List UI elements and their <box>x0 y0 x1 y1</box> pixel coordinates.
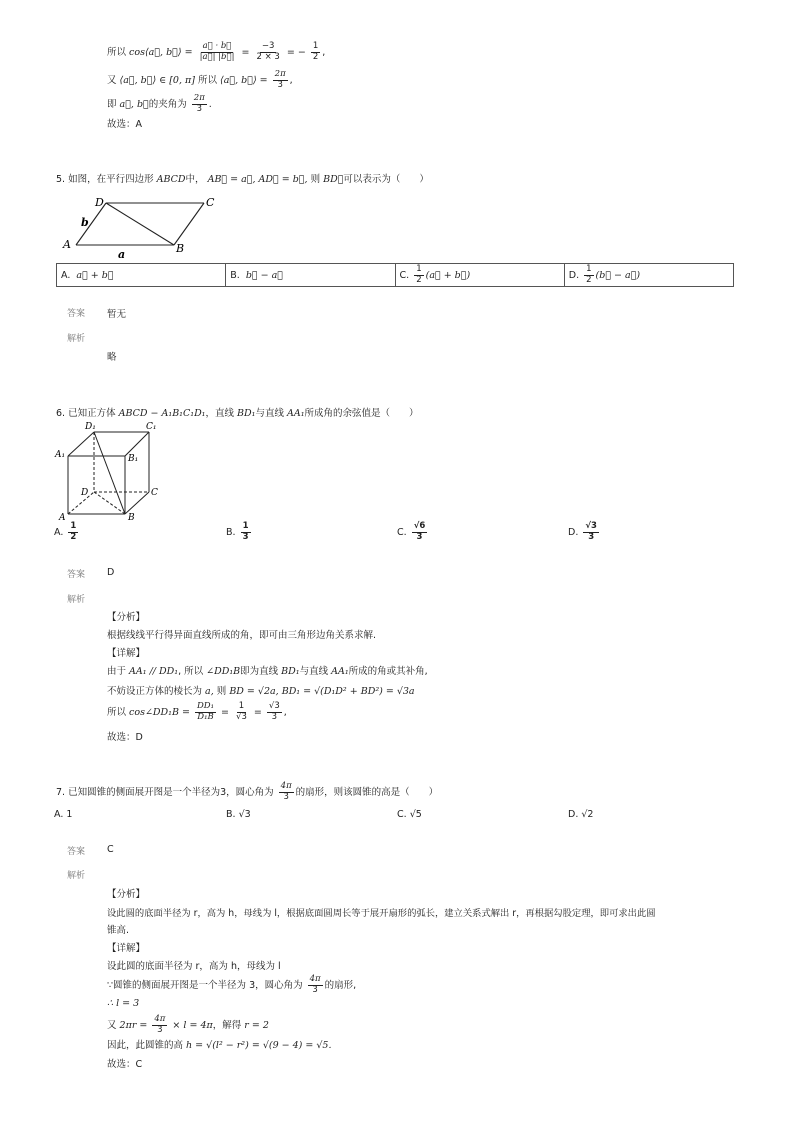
label-a: a <box>118 248 126 260</box>
q6-detail-line-2: 不妨设正方体的棱长为 a, 则 BD = √2a, BD₁ = √(D₁D² + BD²) = √3a <box>107 686 415 697</box>
q6-fenxi: 根据线线平行得异面直线所成的角，即可由三角形边角关系求解. <box>107 630 377 641</box>
q7-detail-line-2: ∵圆锥的侧面展开图是一个半径为 3，圆心角为 $\frac{4\pi}{3}$ 的扇形, <box>107 974 357 995</box>
q7-fenxi-line-2: 锥高. <box>107 925 130 936</box>
label-B: B <box>176 242 185 255</box>
q6-stem: 6. 已知正方体 ABCD − A₁B₁C₁D₁，直线 BD₁与直线 AA₁所成角的余弦值是（ ） <box>56 408 419 419</box>
q7-detail-line-4: 又 2πr = $\frac{4\pi}{3}$ × l = 4π，解得 r = 2 <box>107 1014 269 1035</box>
q6-detail-line-3: 所以 cos∠DD₁B = $\frac{\text{DD₁}}{\text{D₁B}}$ = $\frac{1}{√3}$ = $\frac{√3}{3}$ , <box>107 701 287 722</box>
q6-detail-choice: 故选：D <box>107 732 143 743</box>
q7-detail-line-3: ∴ l = 3 <box>107 998 140 1009</box>
q7-stem: 7. 已知圆锥的侧面展开图是一个半径为3，圆心角为 $\frac{4\pi}{3}$ 的扇形，则该圆锥的高是（ ） <box>56 781 439 802</box>
q5-option-d[interactable]: D. $\frac{1}{2}$ (b⃗ − a⃗) <box>568 263 641 285</box>
label-D1: D₁ <box>85 422 96 432</box>
q6-option-d[interactable]: D. $\frac{√3}{3}$ <box>568 521 597 542</box>
q6-xiangjie-title: 【详解】 <box>107 648 146 659</box>
q7-detail-line-5: 因此，此圆锥的高 h = √(l² − r²) = √(9 − 4) = √5. <box>107 1040 332 1051</box>
label-A1: A₁ <box>55 450 66 460</box>
label-C: C <box>206 196 215 209</box>
q7-fenxi-title: 【分析】 <box>107 889 146 900</box>
solution-line-1: 所以 cos⟨a⃗, b⃗⟩ = $\frac{a⃗ \cdot b⃗}{|a⃗| |b⃗|}$ = $\frac{-3}{2 \times 3}$ = − $\frac{1}{2}$ , <box>107 41 326 62</box>
q6-option-c[interactable]: C. $\frac{√6}{3}$ <box>397 521 426 542</box>
q7-xiangjie-title: 【详解】 <box>107 943 146 954</box>
q5-answer-label: 答案 <box>67 309 86 319</box>
label-A: A <box>63 238 71 251</box>
q6-answer: D <box>107 567 115 578</box>
q5-analysis-label: 解析 <box>67 334 86 344</box>
q5-answer: 暂无 <box>107 309 127 320</box>
cube-figure <box>54 418 174 522</box>
label-A: A <box>59 513 66 522</box>
solution-choice: 故选：A <box>107 119 142 130</box>
q6-fenxi-title: 【分析】 <box>107 612 146 623</box>
q7-option-d[interactable]: D. √2 <box>568 809 594 820</box>
label-B: B <box>128 513 135 522</box>
q6-detail-line-1: 由于 AA₁ // DD₁, 所以 ∠DD₁B即为直线 BD₁与直线 AA₁所成的角或其补角, <box>107 666 428 677</box>
q6-answer-label: 答案 <box>67 570 86 580</box>
q6-option-b[interactable]: B. $\frac{1}{3}$ <box>226 521 249 542</box>
q5-analysis: 略 <box>107 352 117 363</box>
q7-fenxi-line-1: 设此圆的底面半径为 r，高为 h，母线为 l，根据底面圆周长等于展开扇形的弧长，建立关系式解出 r，再根据勾股定理，即可求出此圆 <box>107 908 656 919</box>
q5-stem: 5. 如图，在平行四边形 ABCD中， AB⃗ = a⃗, AD⃗ = b⃗, 则 BD⃗可以表示为（ ） <box>56 174 429 185</box>
q7-analysis-label: 解析 <box>67 871 86 881</box>
q7-detail-choice: 故选：C <box>107 1059 143 1070</box>
label-b: b <box>81 216 89 229</box>
q7-option-a[interactable]: A. 1 <box>54 809 73 820</box>
q7-answer-label: 答案 <box>67 847 86 857</box>
parallelogram-figure <box>56 192 226 260</box>
q6-option-a[interactable]: A. $\frac{1}{2}$ <box>54 521 77 542</box>
q5-option-b[interactable]: B. b⃗ − a⃗ <box>226 264 395 286</box>
q7-option-c[interactable]: C. √5 <box>397 809 422 820</box>
label-C1: C₁ <box>146 422 157 432</box>
solution-line-2: 又 ⟨a⃗, b⃗⟩ ∈ [0, π] 所以 ⟨a⃗, b⃗⟩ = $\frac{2\pi}{3}$ , <box>107 69 293 90</box>
solution-line-3: 即 a⃗, b⃗的夹角为 $\frac{2\pi}{3}$ . <box>107 93 212 114</box>
q6-analysis-label: 解析 <box>67 595 86 605</box>
q7-option-b[interactable]: B. √3 <box>226 809 251 820</box>
label-D: D <box>95 196 104 209</box>
q7-detail-line-1: 设此圆的底面半径为 r，高为 h，母线为 l <box>107 961 281 972</box>
q7-answer: C <box>107 844 114 855</box>
q5-option-a[interactable]: A. a⃗ + b⃗ <box>57 264 226 286</box>
label-B1: B₁ <box>128 454 139 464</box>
label-D: D <box>81 488 89 498</box>
q5-options-table <box>56 263 734 287</box>
q5-option-c[interactable]: C. $\frac{1}{2}$ (a⃗ + b⃗) <box>396 264 565 286</box>
label-C: C <box>151 488 158 498</box>
